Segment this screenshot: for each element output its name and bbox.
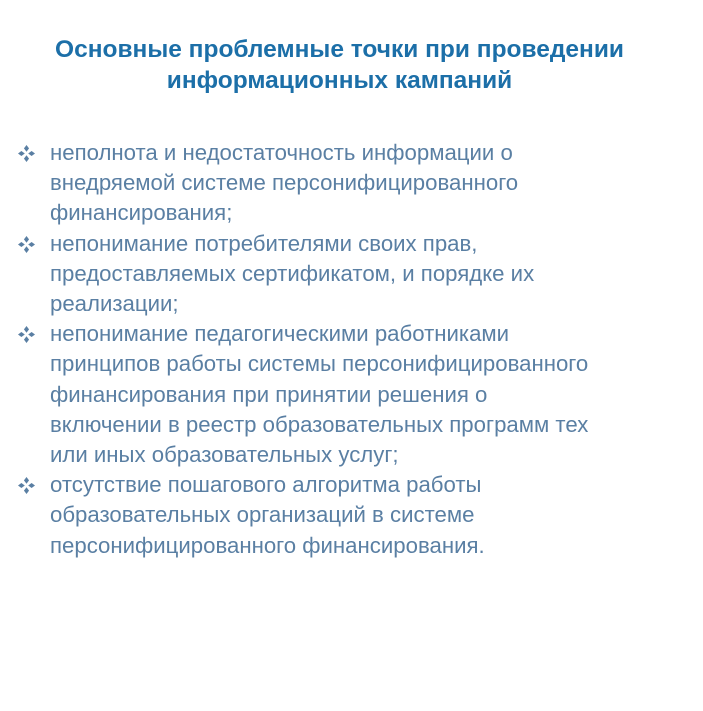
bullet-3-line-5: или иных образовательных услуг; — [50, 442, 399, 468]
diamond-bullet-icon — [18, 326, 35, 343]
diamond-bullet-icon — [18, 477, 35, 494]
bullet-3-line-3: финансирования при принятии решения о — [50, 381, 488, 407]
title-line-2: информационных кампаний — [166, 67, 513, 94]
slide-title — [0, 34, 679, 96]
bullet-item-3 — [18, 319, 688, 470]
bullet-3-line-2: принципов работы системы персонифицированного — [50, 351, 589, 377]
bullet-4-line-1: отсутствие пошагового алгоритма работы — [50, 472, 482, 498]
diamond-bullet-icon — [18, 145, 35, 162]
title-line-1: Основные проблемные точки при проведении — [55, 36, 624, 63]
bullet-item-1 — [18, 138, 688, 229]
bullet-1-line-2: внедряемой системе персонифицированного — [50, 170, 519, 196]
bullet-4-line-3: персонифицированного финансирования. — [50, 532, 485, 558]
bullet-3-line-1: непонимание педагогическими работниками — [50, 321, 510, 347]
bullet-list — [18, 138, 688, 561]
bullet-2-line-3: реализации; — [50, 291, 179, 317]
bullet-item-4 — [18, 470, 688, 561]
bullet-1-line-3: финансирования; — [50, 200, 233, 226]
bullet-3-line-4: включении в реестр образовательных программ тех — [50, 411, 589, 437]
bullet-1-line-1: неполнота и недостаточность информации о — [50, 140, 513, 165]
bullet-item-2 — [18, 229, 688, 320]
bullet-4-line-2: образовательных организаций в системе — [50, 502, 475, 528]
bullet-2-line-1: непонимание потребителями своих прав, — [50, 230, 478, 256]
diamond-bullet-icon — [18, 236, 35, 253]
bullet-2-line-2: предоставляемых сертификатом, и порядке их — [50, 260, 535, 286]
